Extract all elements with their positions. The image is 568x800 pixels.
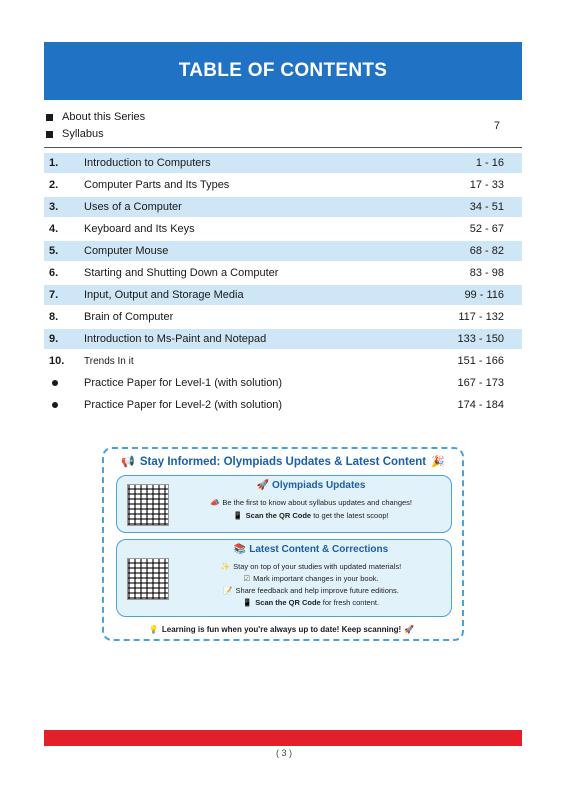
toc-row <box>44 307 522 327</box>
card-line <box>177 586 445 595</box>
announcement-icon: 📣 <box>209 498 220 507</box>
qr-code[interactable] <box>127 558 169 600</box>
toc-row <box>44 263 522 283</box>
chapter-title: Uses of a Computer <box>84 201 182 213</box>
phone-icon: 📱 <box>233 511 243 520</box>
toc-row <box>44 241 522 261</box>
chapter-pages: 52 - 67 <box>469 223 504 235</box>
intro-item-label: About this Series <box>62 111 146 123</box>
notice-heading-row <box>104 455 462 468</box>
square-bullet-icon <box>46 131 53 138</box>
chapter-number: 6. <box>49 267 59 279</box>
latest-content-card <box>116 539 452 617</box>
chapter-number: 2. <box>49 179 59 191</box>
card-line-text: Mark important changes in your book. <box>253 574 379 583</box>
bullet-icon <box>52 380 58 386</box>
chapter-title: Computer Mouse <box>84 245 169 257</box>
rocket-icon: 🚀 <box>256 480 270 491</box>
toc-row <box>44 285 522 305</box>
chapter-title: Practice Paper for Level-1 (with solution) <box>84 377 283 389</box>
sparkle-icon: ✨ <box>220 562 231 571</box>
party-popper-icon: 🎉 <box>431 456 445 468</box>
intro-item <box>46 128 104 140</box>
chapter-pages: 117 - 132 <box>458 311 504 323</box>
note-icon: 📝 <box>223 586 233 595</box>
chapter-number: 7. <box>49 289 59 301</box>
toc-row <box>44 219 522 239</box>
chapter-title: Introduction to Ms-Paint and Notepad <box>84 333 267 345</box>
chapter-pages: 133 - 150 <box>457 333 504 345</box>
toc-row <box>44 395 522 415</box>
card-line-text: for fresh content. <box>320 598 380 607</box>
intro-item-label: Syllabus <box>62 128 104 140</box>
toc-row <box>44 329 522 349</box>
page-title: TABLE OF CONTENTS <box>178 60 388 81</box>
chapter-pages: 167 - 173 <box>457 377 504 389</box>
chapter-pages: 83 - 98 <box>469 267 504 279</box>
card-line-text: Share feedback and help improve future editions. <box>235 586 399 595</box>
chapter-pages: 17 - 33 <box>469 179 504 191</box>
bottom-bar <box>44 730 522 746</box>
card-title-text: Latest Content & Corrections <box>249 544 389 555</box>
chapter-title: Computer Parts and Its Types <box>84 179 230 191</box>
scan-label: Scan the QR Code <box>245 511 312 520</box>
toc-row <box>44 197 522 217</box>
checkbox-icon: ☑ <box>243 574 251 583</box>
chapter-pages: 174 - 184 <box>457 399 504 411</box>
intro-page: 7 <box>493 120 500 132</box>
square-bullet-icon <box>46 114 53 121</box>
chapter-title: Keyboard and Its Keys <box>84 223 195 235</box>
chapter-number: 9. <box>49 333 59 345</box>
intro-item <box>46 111 145 123</box>
card-line <box>177 598 445 607</box>
page-number: ( 3 ) <box>275 748 292 758</box>
chapter-pages: 99 - 116 <box>464 289 504 301</box>
qr-code[interactable] <box>127 484 169 526</box>
chapter-title: Brain of Computer <box>84 311 174 323</box>
chapter-pages: 68 - 82 <box>469 245 504 257</box>
chapter-pages: 151 - 166 <box>457 355 504 367</box>
toc-row <box>44 373 522 393</box>
chapter-title: Introduction to Computers <box>84 157 211 169</box>
chapter-number: 3. <box>49 201 59 213</box>
phone-icon: 📱 <box>242 598 253 607</box>
chapter-pages: 1 - 16 <box>475 157 504 169</box>
chapter-title: Starting and Shutting Down a Computer <box>84 267 279 279</box>
card-line <box>177 574 445 583</box>
notice-footer-text: Learning is fun when you're always up to date! Keep scanning! <box>161 625 402 634</box>
card-line-text: Stay on top of your studies with updated materials! <box>233 562 402 571</box>
scan-label: Scan the QR Code <box>255 598 321 607</box>
card-line-text: to get the latest scoop! <box>311 511 389 520</box>
card-title <box>177 480 445 491</box>
chapter-number: 8. <box>49 311 59 323</box>
chapter-title: Trends In it <box>84 355 134 367</box>
updates-notice-box <box>102 447 464 641</box>
card-title-text: Olympiads Updates <box>272 480 366 491</box>
megaphone-icon: 📢 <box>121 456 135 468</box>
rocket-icon: 🚀 <box>404 625 415 634</box>
chapter-title: Input, Output and Storage Media <box>84 289 244 301</box>
card-line-text: Be the first to know about syllabus updates and changes! <box>222 498 413 507</box>
notice-heading: Stay Informed: Olympiads Updates & Latest Content <box>139 456 427 468</box>
intro-section <box>44 108 522 146</box>
title-banner <box>44 42 522 100</box>
card-line <box>177 511 445 520</box>
notice-footer <box>104 625 462 634</box>
divider <box>44 147 522 148</box>
card-line <box>177 498 445 507</box>
chapter-title: Practice Paper for Level-2 (with solution) <box>84 399 283 411</box>
toc-row <box>44 351 522 371</box>
books-icon: 📚 <box>233 544 247 555</box>
card-title <box>177 544 445 555</box>
chapter-number: 1. <box>49 157 59 169</box>
olympiad-updates-card <box>116 475 452 533</box>
lightbulb-icon: 💡 <box>148 625 159 634</box>
bullet-icon <box>52 402 58 408</box>
card-line <box>177 562 445 571</box>
chapter-number: 4. <box>49 223 59 235</box>
chapter-number: 5. <box>49 245 59 257</box>
toc-row <box>44 175 522 195</box>
toc-row <box>44 153 522 173</box>
chapter-number: 10. <box>49 355 65 367</box>
chapter-pages: 34 - 51 <box>469 201 504 213</box>
toc-list <box>44 153 522 417</box>
